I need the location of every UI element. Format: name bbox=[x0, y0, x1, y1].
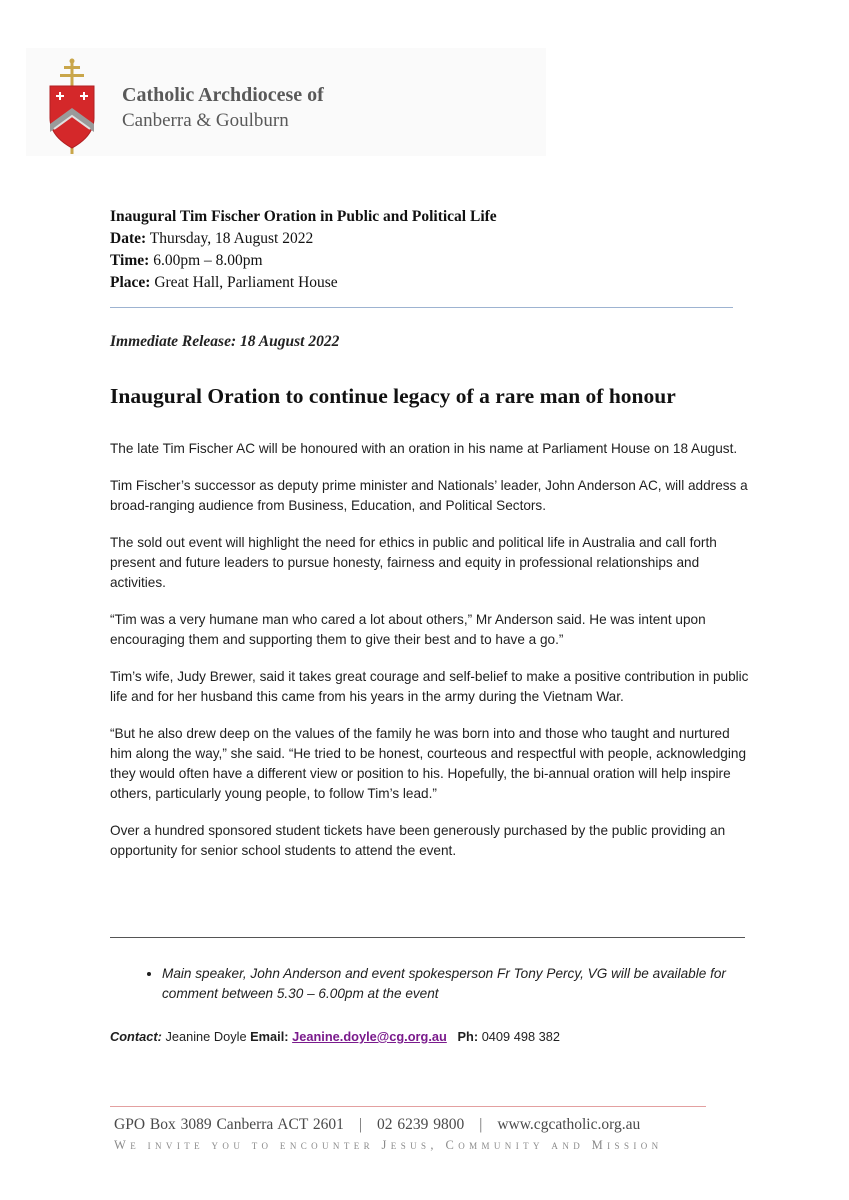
time-value: 6.00pm – 8.00pm bbox=[153, 252, 263, 269]
paragraph: The sold out event will highlight the need for ethics in public and political life in Australia and call forth present and future leaders to pursue honesty, fairness and equity in professional relationships and activities. bbox=[110, 535, 717, 590]
media-note-item: • Main speaker, John Anderson and event spokesperson Fr Tony Percy, VG will be available for comment between 5.30 – 6.00pm at the event bbox=[162, 964, 756, 1004]
phone-number: 0409 498 382 bbox=[481, 1029, 560, 1044]
divider bbox=[110, 937, 745, 938]
date-value: Thursday, 18 August 2022 bbox=[149, 230, 314, 247]
paragraph: Tim Fischer’s successor as deputy prime minister and Nationals’ leader, John Anderson AC, will address a broad-ranging audience from Business, Education, and Political Sectors. bbox=[110, 478, 748, 513]
phone-label: Ph: bbox=[457, 1029, 479, 1044]
organisation-name: Catholic Archdiocese of bbox=[122, 84, 324, 106]
event-time bbox=[110, 250, 497, 272]
article-body bbox=[110, 439, 755, 878]
contact-label: Contact: bbox=[110, 1029, 162, 1044]
letterhead bbox=[26, 48, 546, 156]
divider bbox=[110, 307, 733, 308]
paragraph: Over a hundred sponsored student tickets have been generously purchased by the public providing an opportunity for senior school students to attend the event. bbox=[110, 823, 726, 858]
organisation-subtitle: Canberra & Goulburn bbox=[122, 110, 289, 131]
event-title: Inaugural Tim Fischer Oration in Public and Political Life bbox=[110, 208, 497, 225]
place-label: Place: bbox=[110, 274, 151, 291]
media-note-list bbox=[136, 964, 756, 1004]
paragraph: Tim’s wife, Judy Brewer, said it takes great courage and self-belief to make a positive contribution in public life and for her husband this came from his years in the army during the Vietnam War. bbox=[110, 669, 749, 704]
contact-name: Jeanine Doyle bbox=[165, 1029, 247, 1044]
event-place bbox=[110, 272, 497, 294]
headline: Inaugural Oration to continue legacy of a rare man of honour bbox=[110, 384, 676, 408]
footer-phone: 02 6239 9800 bbox=[377, 1116, 465, 1133]
footer-separator: | bbox=[479, 1116, 483, 1133]
event-details bbox=[110, 206, 497, 294]
archdiocese-crest-icon bbox=[42, 56, 102, 156]
footer-tagline: We invite you to encounter Jesus, Community and Mission bbox=[114, 1138, 663, 1152]
event-date bbox=[110, 228, 497, 250]
contact-line bbox=[110, 1029, 560, 1044]
footer-divider bbox=[110, 1106, 706, 1107]
footer-contact bbox=[114, 1116, 640, 1134]
email-label: Email: bbox=[250, 1029, 289, 1044]
date-label: Date: bbox=[110, 230, 147, 247]
place-value: Great Hall, Parliament House bbox=[154, 274, 338, 291]
paragraph: “Tim was a very humane man who cared a lot about others,” Mr Anderson said. He was intent upon encouraging them and supporting them to give their best and to have a go.” bbox=[110, 612, 706, 647]
media-note bbox=[136, 964, 756, 1004]
footer-website[interactable]: www.cgcatholic.org.au bbox=[497, 1116, 641, 1133]
release-line: Immediate Release: 18 August 2022 bbox=[110, 333, 340, 350]
footer-separator: | bbox=[358, 1116, 362, 1133]
paragraph: The late Tim Fischer AC will be honoured with an oration in his name at Parliament House on 18 August. bbox=[110, 441, 738, 456]
footer-address: GPO Box 3089 Canberra ACT 2601 bbox=[114, 1116, 344, 1133]
email-link[interactable]: Jeanine.doyle@cg.org.au bbox=[292, 1029, 447, 1044]
time-label: Time: bbox=[110, 252, 150, 269]
paragraph: “But he also drew deep on the values of the family he was born into and those who taught and nurtured him along the way,” she said. “He tried to be honest, courteous and respectful with people, acknowledging they would often have a different view or position to his. Hopefully, the bi-annual oration will help inspire others, particularly young people, to follow Tim’s lead.” bbox=[110, 726, 747, 801]
